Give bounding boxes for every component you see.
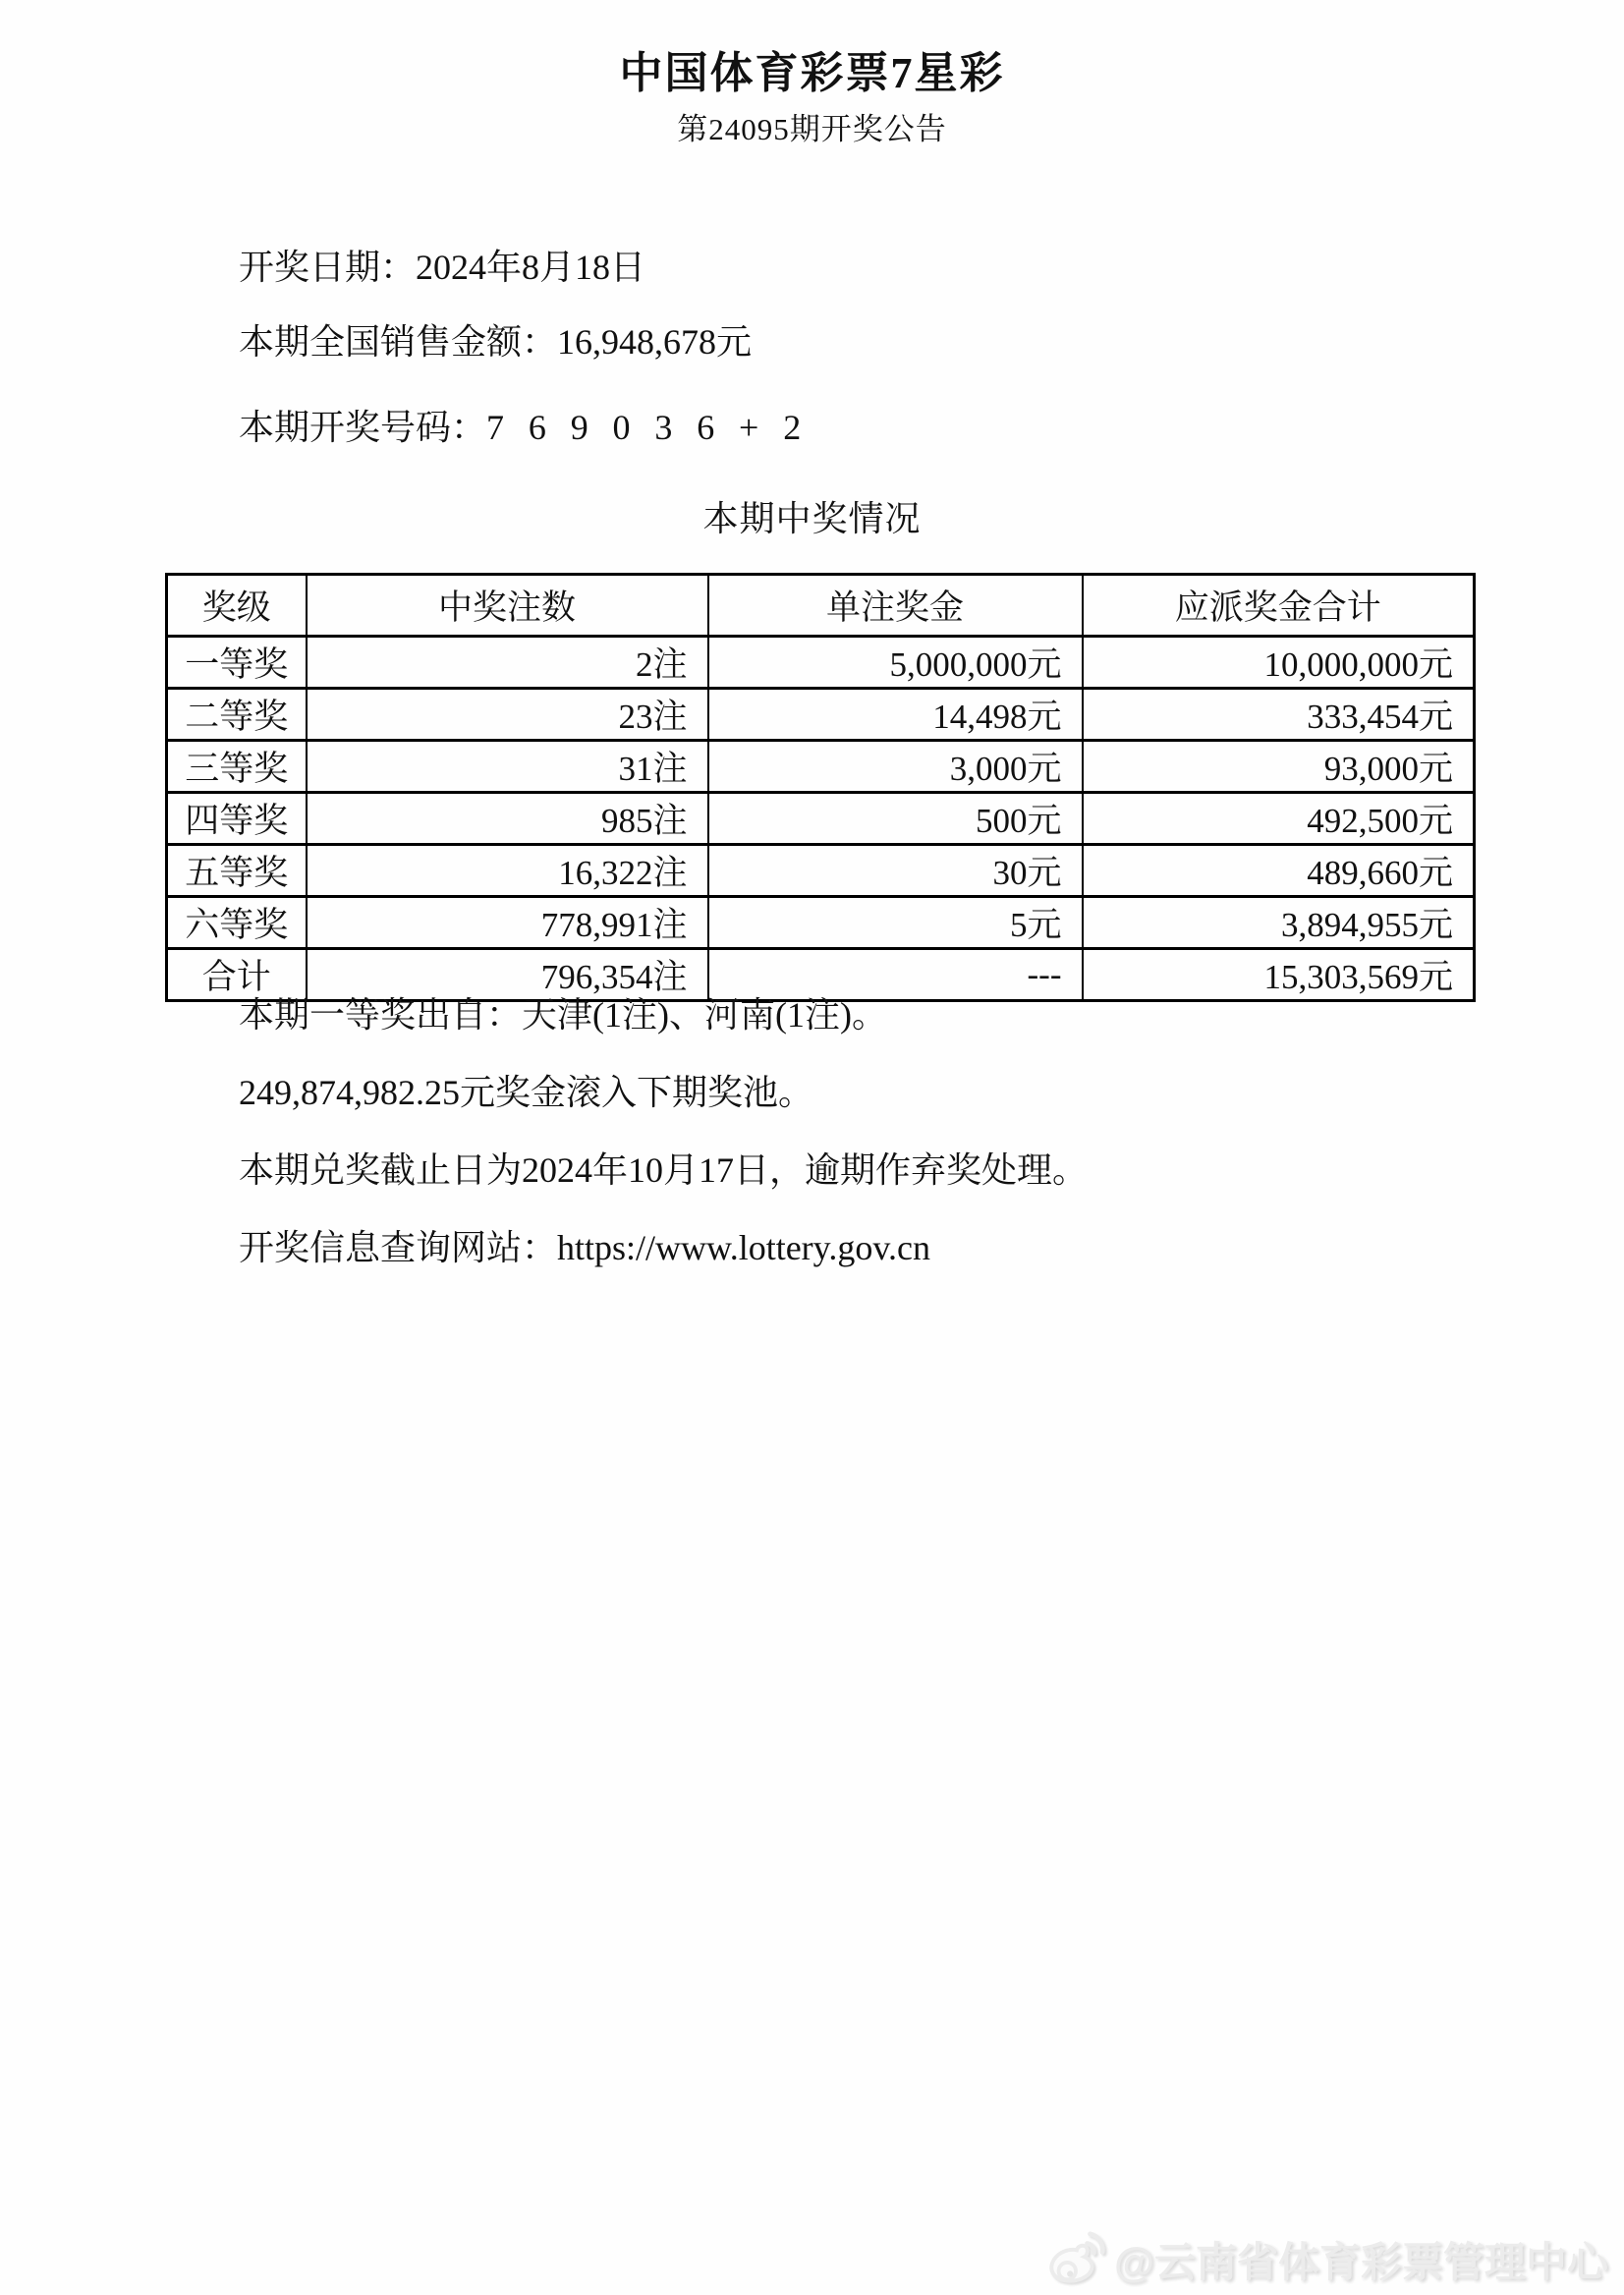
page-title: 中国体育彩票7星彩 xyxy=(619,49,1005,97)
table-row xyxy=(167,741,1475,793)
table-row xyxy=(167,637,1475,689)
cell-bets: 23注 xyxy=(307,689,708,741)
cell-total: 489,660元 xyxy=(1083,845,1475,897)
watermark-text: @云南省体育彩票管理中心 xyxy=(1114,2239,1608,2285)
weibo-icon xyxy=(1045,2230,1106,2289)
cell-prize: 5元 xyxy=(708,897,1083,949)
note-first-prize-regions: 本期一等奖出自：天津(1注)、河南(1注)。 xyxy=(239,995,887,1035)
cell-total: 10,000,000元 xyxy=(1083,637,1475,689)
cell-level: 三等奖 xyxy=(167,741,307,793)
table-row xyxy=(167,793,1475,845)
col-header-prize-per-bet: 单注奖金 xyxy=(708,575,1083,637)
winning-numbers-value: 7 6 9 0 3 6 + 2 xyxy=(486,408,810,447)
prize-table-title: 本期中奖情况 xyxy=(702,499,922,538)
table-row xyxy=(167,845,1475,897)
note-jackpot-rollover: 249,874,982.25元奖金滚入下期奖池。 xyxy=(239,1073,814,1112)
cell-bets: 796,354注 xyxy=(307,949,708,1001)
cell-bets: 31注 xyxy=(307,741,708,793)
cell-total: 15,303,569元 xyxy=(1083,949,1475,1001)
col-header-prize-level: 奖级 xyxy=(167,575,307,637)
note-claim-deadline: 本期兑奖截止日为2024年10月17日，逾期作弃奖处理。 xyxy=(239,1150,1089,1190)
cell-prize: 14,498元 xyxy=(708,689,1083,741)
cell-level: 五等奖 xyxy=(167,845,307,897)
watermark xyxy=(1045,2230,1608,2289)
cell-level: 二等奖 xyxy=(167,689,307,741)
cell-total: 333,454元 xyxy=(1083,689,1475,741)
cell-level: 合计 xyxy=(167,949,307,1001)
cell-prize: 5,000,000元 xyxy=(708,637,1083,689)
winning-numbers-line xyxy=(239,408,809,447)
cell-prize: 30元 xyxy=(708,845,1083,897)
cell-bets: 2注 xyxy=(307,637,708,689)
cell-prize: --- xyxy=(708,949,1083,1001)
winning-numbers-label: 本期开奖号码： xyxy=(239,408,487,447)
col-header-total-payout: 应派奖金合计 xyxy=(1083,575,1475,637)
cell-total: 492,500元 xyxy=(1083,793,1475,845)
table-row-total xyxy=(167,949,1475,1001)
page-subtitle: 第24095期开奖公告 xyxy=(677,112,947,146)
cell-level: 一等奖 xyxy=(167,637,307,689)
draw-date-line: 开奖日期：2024年8月18日 xyxy=(239,248,646,287)
prize-table xyxy=(165,573,1476,1002)
cell-level: 六等奖 xyxy=(167,897,307,949)
note-website xyxy=(239,1229,1565,1266)
table-row xyxy=(167,897,1475,949)
table-row xyxy=(167,689,1475,741)
cell-level: 四等奖 xyxy=(167,793,307,845)
website-label: 开奖信息查询网站： xyxy=(239,1228,558,1267)
cell-bets: 778,991注 xyxy=(307,897,708,949)
cell-bets: 16,322注 xyxy=(307,845,708,897)
notes-section xyxy=(239,996,1565,1307)
website-url: https://www.lottery.gov.cn xyxy=(557,1228,930,1267)
cell-total: 3,894,955元 xyxy=(1083,897,1475,949)
col-header-winning-bets: 中奖注数 xyxy=(307,575,708,637)
cell-prize: 500元 xyxy=(708,793,1083,845)
cell-total: 93,000元 xyxy=(1083,741,1475,793)
cell-bets: 985注 xyxy=(307,793,708,845)
prize-table-header-row xyxy=(167,575,1475,637)
sales-amount-line: 本期全国销售金额：16,948,678元 xyxy=(239,322,753,362)
cell-prize: 3,000元 xyxy=(708,741,1083,793)
